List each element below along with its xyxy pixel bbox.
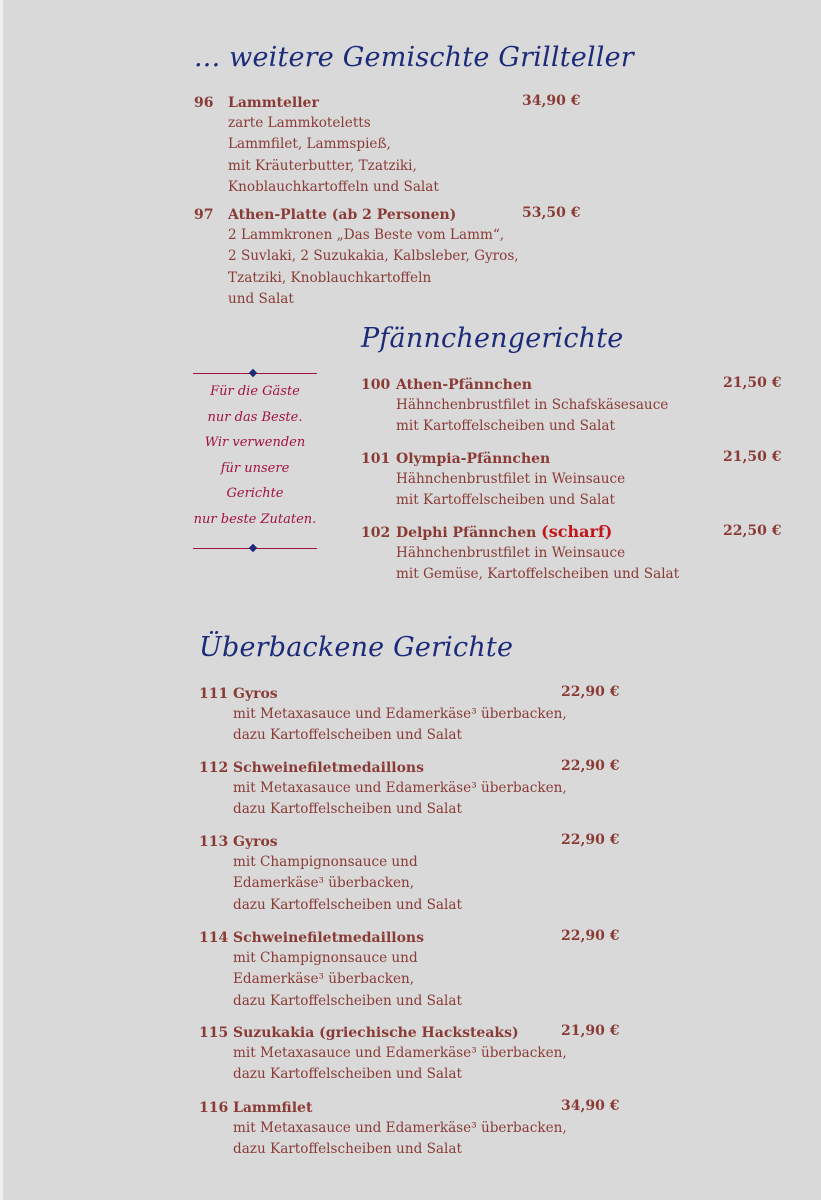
item-name: Athen-Pfännchen [396,377,532,393]
item-number: 113 [199,834,229,850]
item-number: 111 [199,686,229,702]
menu-item-115 [199,1021,620,1086]
menu-item-97 [194,203,581,311]
item-name: Schweinefiletmedaillons [233,930,424,946]
item-price: 22,50 € [723,523,782,539]
item-name: Gyros [233,686,278,702]
item-price: 21,90 € [561,1023,620,1039]
item-description: Hähnchenbrustfilet in Weinsauce mit Gemüse, Kartoffelscheiben und Salat [396,544,680,582]
quote-divider-top [193,365,317,379]
diamond-icon [249,544,257,552]
page-edge [0,0,3,1200]
item-number: 116 [199,1100,229,1116]
baked-dish-wine-photo [612,650,821,950]
item-description: zarte Lammkoteletts Lammfilet, Lammspieß, mit Kräuterbutter, Tzatziki, Knoblauchkartoffeln und Salat [228,114,439,195]
item-price: 22,90 € [561,684,620,700]
item-price: 21,50 € [723,375,782,391]
item-number: 102 [361,525,391,541]
menu-item-116 [199,1096,620,1161]
item-description: 2 Lammkronen „Das Beste vom Lamm“, 2 Suvlaki, 2 Suzukakia, Kalbsleber, Gyros, Tzatziki, Knoblauchkartoffeln und Salat [228,226,519,307]
item-description: mit Champignonsauce und Edamerkäse³ überbacken, dazu Kartoffelscheiben und Salat [233,853,462,913]
item-description: Hähnchenbrustfilet in Schafskäsesauce mit Kartoffelscheiben und Salat [396,396,669,434]
item-number: 114 [199,930,229,946]
diamond-icon [249,369,257,377]
item-number: 101 [361,451,391,467]
menu-item-113 [199,830,620,916]
item-name: Delphi Pfännchen [396,525,537,541]
menu-item-114 [199,926,620,1012]
spicy-badge: (scharf) [541,522,613,541]
quote-divider-bottom [193,540,317,554]
item-description: mit Metaxasauce und Edamerkäse³ überbacken, dazu Kartoffelscheiben und Salat [233,705,567,743]
item-description: mit Metaxasauce und Edamerkäse³ überbacken, dazu Kartoffelscheiben und Salat [233,779,567,817]
item-name: Suzukakia (griechische Hacksteaks) [233,1025,519,1041]
item-price: 22,90 € [561,832,620,848]
item-name: Olympia-Pfännchen [396,451,551,467]
menu-item-102 [361,521,782,586]
menu-item-101 [361,447,782,512]
item-name: Gyros [233,834,278,850]
item-name: Lammfilet [233,1100,313,1116]
item-name: Athen-Platte (ab 2 Personen) [228,207,457,223]
item-number: 97 [194,207,214,223]
lamb-chops-photo [590,0,821,168]
item-price: 21,50 € [723,449,782,465]
menu-item-96 [194,91,581,199]
item-price: 34,90 € [561,1098,620,1114]
menu-item-111 [199,682,620,747]
menu-item-112 [199,756,620,821]
item-description: mit Metaxasauce und Edamerkäse³ überbacken, dazu Kartoffelscheiben und Salat [233,1044,567,1082]
quality-quote: Für die Gäste nur das Beste. Wir verwenden für unsere Gerichte nur beste Zutaten. [193,365,317,554]
item-price: 22,90 € [561,758,620,774]
item-number: 100 [361,377,391,393]
item-number: 115 [199,1025,229,1041]
uberbacken-section-title: Überbackene Gerichte [199,632,514,663]
item-description: Hähnchenbrustfilet in Weinsauce mit Kartoffelscheiben und Salat [396,470,626,508]
menu-item-100 [361,373,782,438]
grill-section-title: ... weitere Gemischte Grillteller [194,42,634,73]
item-name: Schweinefiletmedaillons [233,760,424,776]
item-description: mit Metaxasauce und Edamerkäse³ überbacken, dazu Kartoffelscheiben und Salat [233,1119,567,1157]
item-number: 112 [199,760,229,776]
item-number: 96 [194,95,214,111]
pfannchen-section-title: Pfännchengerichte [361,323,624,354]
item-price: 22,90 € [561,928,620,944]
item-name: Lammteller [228,95,319,111]
item-price: 53,50 € [522,205,581,221]
item-price: 34,90 € [522,93,581,109]
item-description: mit Champignonsauce und Edamerkäse³ überbacken, dazu Kartoffelscheiben und Salat [233,949,462,1009]
